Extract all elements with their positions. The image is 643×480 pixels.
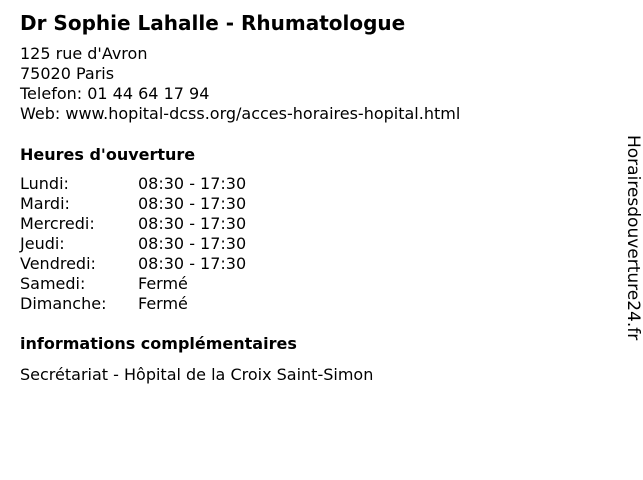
website-url: Web: www.hopital-dcss.org/acces-horaires-hopital.html <box>20 104 461 123</box>
address-street: 125 rue d'Avron <box>20 44 148 63</box>
phone-number: Telefon: 01 44 64 17 94 <box>20 84 210 103</box>
hours-row-tuesday <box>20 194 246 214</box>
hours-row-saturday <box>20 274 246 294</box>
hours-time: 08:30 - 17:30 <box>138 194 247 213</box>
hours-time: 08:30 - 17:30 <box>138 254 247 273</box>
hours-row-thursday <box>20 234 246 254</box>
address-block <box>20 44 460 124</box>
hours-time: 08:30 - 17:30 <box>138 234 247 253</box>
hours-row-wednesday <box>20 214 246 234</box>
hours-day: Vendredi: <box>20 254 96 273</box>
hours-time: 08:30 - 17:30 <box>138 214 247 233</box>
hours-day: Mardi: <box>20 194 70 213</box>
additional-info-text: Secrétariat - Hôpital de la Croix Saint-Simon <box>20 365 374 384</box>
opening-hours-heading: Heures d'ouverture <box>20 145 196 164</box>
hours-day: Lundi: <box>20 174 69 193</box>
hours-day: Jeudi: <box>20 234 65 253</box>
hours-time: Fermé <box>138 274 188 293</box>
hours-day: Samedi: <box>20 274 86 293</box>
site-brand-vertical: Horairesdouverture24.fr <box>623 135 643 341</box>
address-city: 75020 Paris <box>20 64 115 83</box>
hours-day: Mercredi: <box>20 214 95 233</box>
additional-info-heading: informations complémentaires <box>20 334 297 353</box>
opening-hours-list <box>20 174 246 314</box>
hours-time: 08:30 - 17:30 <box>138 174 247 193</box>
hours-row-friday <box>20 254 246 274</box>
hours-row-sunday <box>20 294 246 314</box>
hours-time: Fermé <box>138 294 188 313</box>
hours-row-monday <box>20 174 246 194</box>
page-title: Dr Sophie Lahalle - Rhumatologue <box>20 11 406 35</box>
hours-day: Dimanche: <box>20 294 107 313</box>
